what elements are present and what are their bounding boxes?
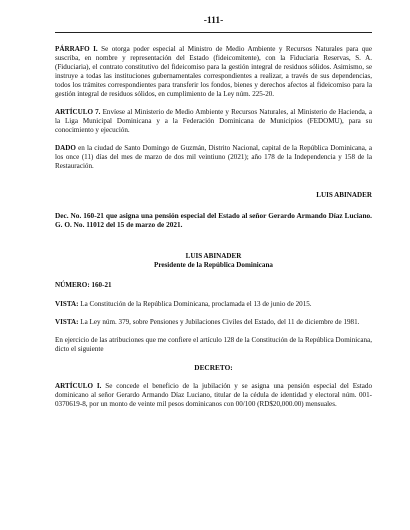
paragraph-text: La Constitución de la República Dominicana, proclamada el 13 de junio de 2015.: [78, 299, 312, 308]
paragraph-label: VISTA:: [55, 317, 79, 326]
paragraph-text: Envíese al Ministerio de Medio Ambiente y Recursos Naturales, al Ministerio de Hacienda, a la Liga Municipal Dominicana y a la Federación Dominicana de Municipios (FEDOMU), para su conocimiento y ejecución.: [55, 108, 372, 134]
president-name: LUIS ABINADER: [185, 251, 242, 260]
decree-title: Dec. No. 160-21 que asigna una pensión especial del Estado al señor Gerardo Armando Díaz Luciano. G. O. No. 11012 del 15 de marzo de 2021.: [55, 211, 372, 230]
paragraph-parrafo-i: [55, 45, 372, 99]
paragraph-dado: [55, 144, 372, 171]
president-title: Presidente de la República Dominicana: [154, 260, 273, 269]
president-block: [55, 252, 372, 270]
paragraph-label: PÁRRAFO I.: [55, 45, 98, 53]
paragraph-text: en la ciudad de Santo Domingo de Guzmán, Distrito Nacional, capital de la República Dominicana, a los once (11) días del mes de marzo de dos mil veintiuno (2021); año 178 de la Independencia y 158 de la Restauración.: [55, 144, 372, 170]
paragraph-articulo-7: [55, 108, 372, 135]
signer-name: LUIS ABINADER: [316, 191, 372, 199]
paragraph-text: Se otorga poder especial al Ministro de Medio Ambiente y Recursos Naturales para que suscriba, en nombre y representación del Estado (fideicomitente), con la Fiduciaria Reservas, S. A. (Fiduciaria), el contrato constitutivo del fideicomiso para la gestión integral de residuos sólidos. Asimismo, se instruye a todas las instituciones gubernamentales correspondientes a realizar, a través de sus dependencias, todos los trámites correspondientes para transferir los fondos, bienes y derechos afectos al fideicomiso para la gestión integral de residuos sólidos, en cumplimiento de la Ley núm. 225-20.: [55, 45, 372, 98]
paragraph-label: ARTÍCULO 7.: [55, 108, 101, 116]
paragraph-label: ARTÍCULO I.: [55, 381, 102, 390]
page-number: -111-: [203, 16, 224, 26]
paragraph-vista-2: [55, 318, 372, 327]
decree-number: NÚMERO: 160-21: [55, 280, 112, 289]
decreto-heading: DECRETO:: [194, 362, 233, 372]
paragraph-attributions: En ejercicio de las atribuciones que me confiere el artículo 128 de la Constitución de la República Dominicana, dicto el siguiente: [55, 335, 372, 353]
paragraph-articulo-i: [55, 382, 372, 409]
paragraph-vista-1: [55, 300, 372, 309]
paragraph-text: La Ley núm. 379, sobre Pensiones y Jubilaciones Civiles del Estado, del 11 de diciembre de 1981.: [78, 317, 360, 326]
paragraph-label: DADO: [55, 144, 76, 152]
paragraph-text: Se concede el beneficio de la jubilación y se asigna una pensión especial del Estado dominicano al señor Gerardo Armando Díaz Luciano, titular de la cédula de identidad y electoral núm. 001-0370619-8, por un monto de veinte mil pesos dominicanos con 00/100 (RD$20,000.00) mensuales.: [55, 381, 373, 408]
header-rule: [55, 32, 372, 33]
paragraph-label: VISTA:: [55, 299, 79, 308]
